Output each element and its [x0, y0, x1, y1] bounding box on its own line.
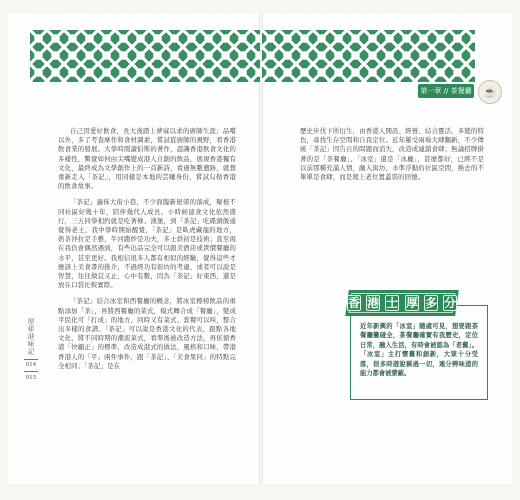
book-title: 屋邨港味記	[26, 318, 35, 356]
body-paragraph: 歷史步伐下所衍生，由香港人開設、經營、結合靈活、多變的特色，尋找生存空間和自我定位。近年屢受兩場大肆翻新，不少傳統「茶記」因告自的問題而消失，改造成連鎖食肆；無論招牌掛著的是「茶餐廳」、「冰室」還是「冰廳」，甚麼都好，已經不是以前那種充滿人情，融入街坊，水準浮動的社區空間，換去的不單單是食肆，而是爬上老位置蓋裝的回憶。	[300, 127, 484, 182]
divider	[24, 359, 38, 360]
tag-char: 分	[443, 296, 456, 310]
tag-char: 港	[367, 296, 380, 310]
right-page	[262, 14, 512, 484]
teacup-icon: ☕	[478, 80, 502, 104]
page-number-left: 014	[25, 362, 37, 369]
right-body-column	[300, 127, 484, 182]
body-paragraph: 「茶記」結合冰室和西餐廳的概念，將冰室標榜飲品的重點添加「茶」，再將西餐廳的菜式，模式轉合成「餐廳」，變成平民化可「打成」的地方，同時又有菜式、套餐可以叫，整合出多樣的食譜。「茶記」可以說是香港文化的代表，跟點各地文化，將不同時期的潮流菜式，看準後被改造方法，再依循香港「快顧正」的標準，改造成港式的做法，風格和口味，帶港香港人的「平」兩件事件，跟「茶記」、「美食果同」的特點完全相同；「茶記」是在	[58, 297, 236, 370]
lattice-header-left	[30, 30, 260, 82]
book-spine	[259, 14, 263, 484]
pull-quote-tag	[345, 290, 459, 316]
tag-char: 厚	[405, 296, 418, 310]
divider	[24, 371, 38, 372]
tag-char: 士	[386, 296, 399, 310]
body-paragraph: 自己因愛好飲食，長大後踏上夢寐以求的廚師生涯；品嚐以外，多了考查摩作和食材調素，嘗試從廚師的視野，看香港飲食業的發展。大學時閱讀伯斯的著作，認識香港飲食文化的多樣性，驚覺如何由尖嘴變成港人自創的飲品，展現香港獨有文化，最終成為文學創作上的一首新詩，看過無數遺跡，就想重新走入「茶記」，用同樣是本地的芸曦身份，嘗試勾勒香港的飲食故事。	[58, 127, 236, 191]
chapter-label: 第一章 // 茶餐廳	[420, 87, 472, 95]
lattice-header-right	[262, 30, 475, 82]
running-title	[18, 318, 44, 381]
tag-char: 香	[348, 296, 361, 310]
left-body-column	[58, 127, 236, 378]
page-number-right: 015	[25, 374, 37, 381]
chapter-label-bar	[418, 84, 474, 98]
tag-char: 多	[424, 296, 437, 310]
body-paragraph: 「茶記」遍佈大街小巷，不少面臨新屋邨的落成，聚根不同社區好幾十年，陪伴幾代人成長。小時候建食文化依然盛行，三五同學相約就是吃著條、漢堡，到「茶記」吃碟頭飯通覺得老土，我中學時開始醒覺，「茶記」是臥虎藏龍的地方，奶茶沖拉是手藝，牛河跑炒是功夫，多士烘初是技術；直至現在我仍會偶然遇到，有些出品完全可以跟美酒店或貴價餐廳的水平，甚至更好。我相信很多人都有相似的經驗，覺得這些才應該上美食書的推介，不過經功有街坊的考慮，或者可以說是智慧，往往做宜又止，心中有數，因為「茶記」好東西，還是放在口袋比較實際。	[58, 198, 236, 290]
pull-quote-text: 近年新興的「冰室」隨處可見，想要跟茶餐廳撇碰全，茶餐廳確實有我歷史，定位日常，融入生活，有時會被認為「老舊」。「冰室」主打懷舊和創新，大眾十分受落，很多時遊說稱過一切，連分辨味道的能力都會被蒙蔽。	[360, 323, 478, 378]
